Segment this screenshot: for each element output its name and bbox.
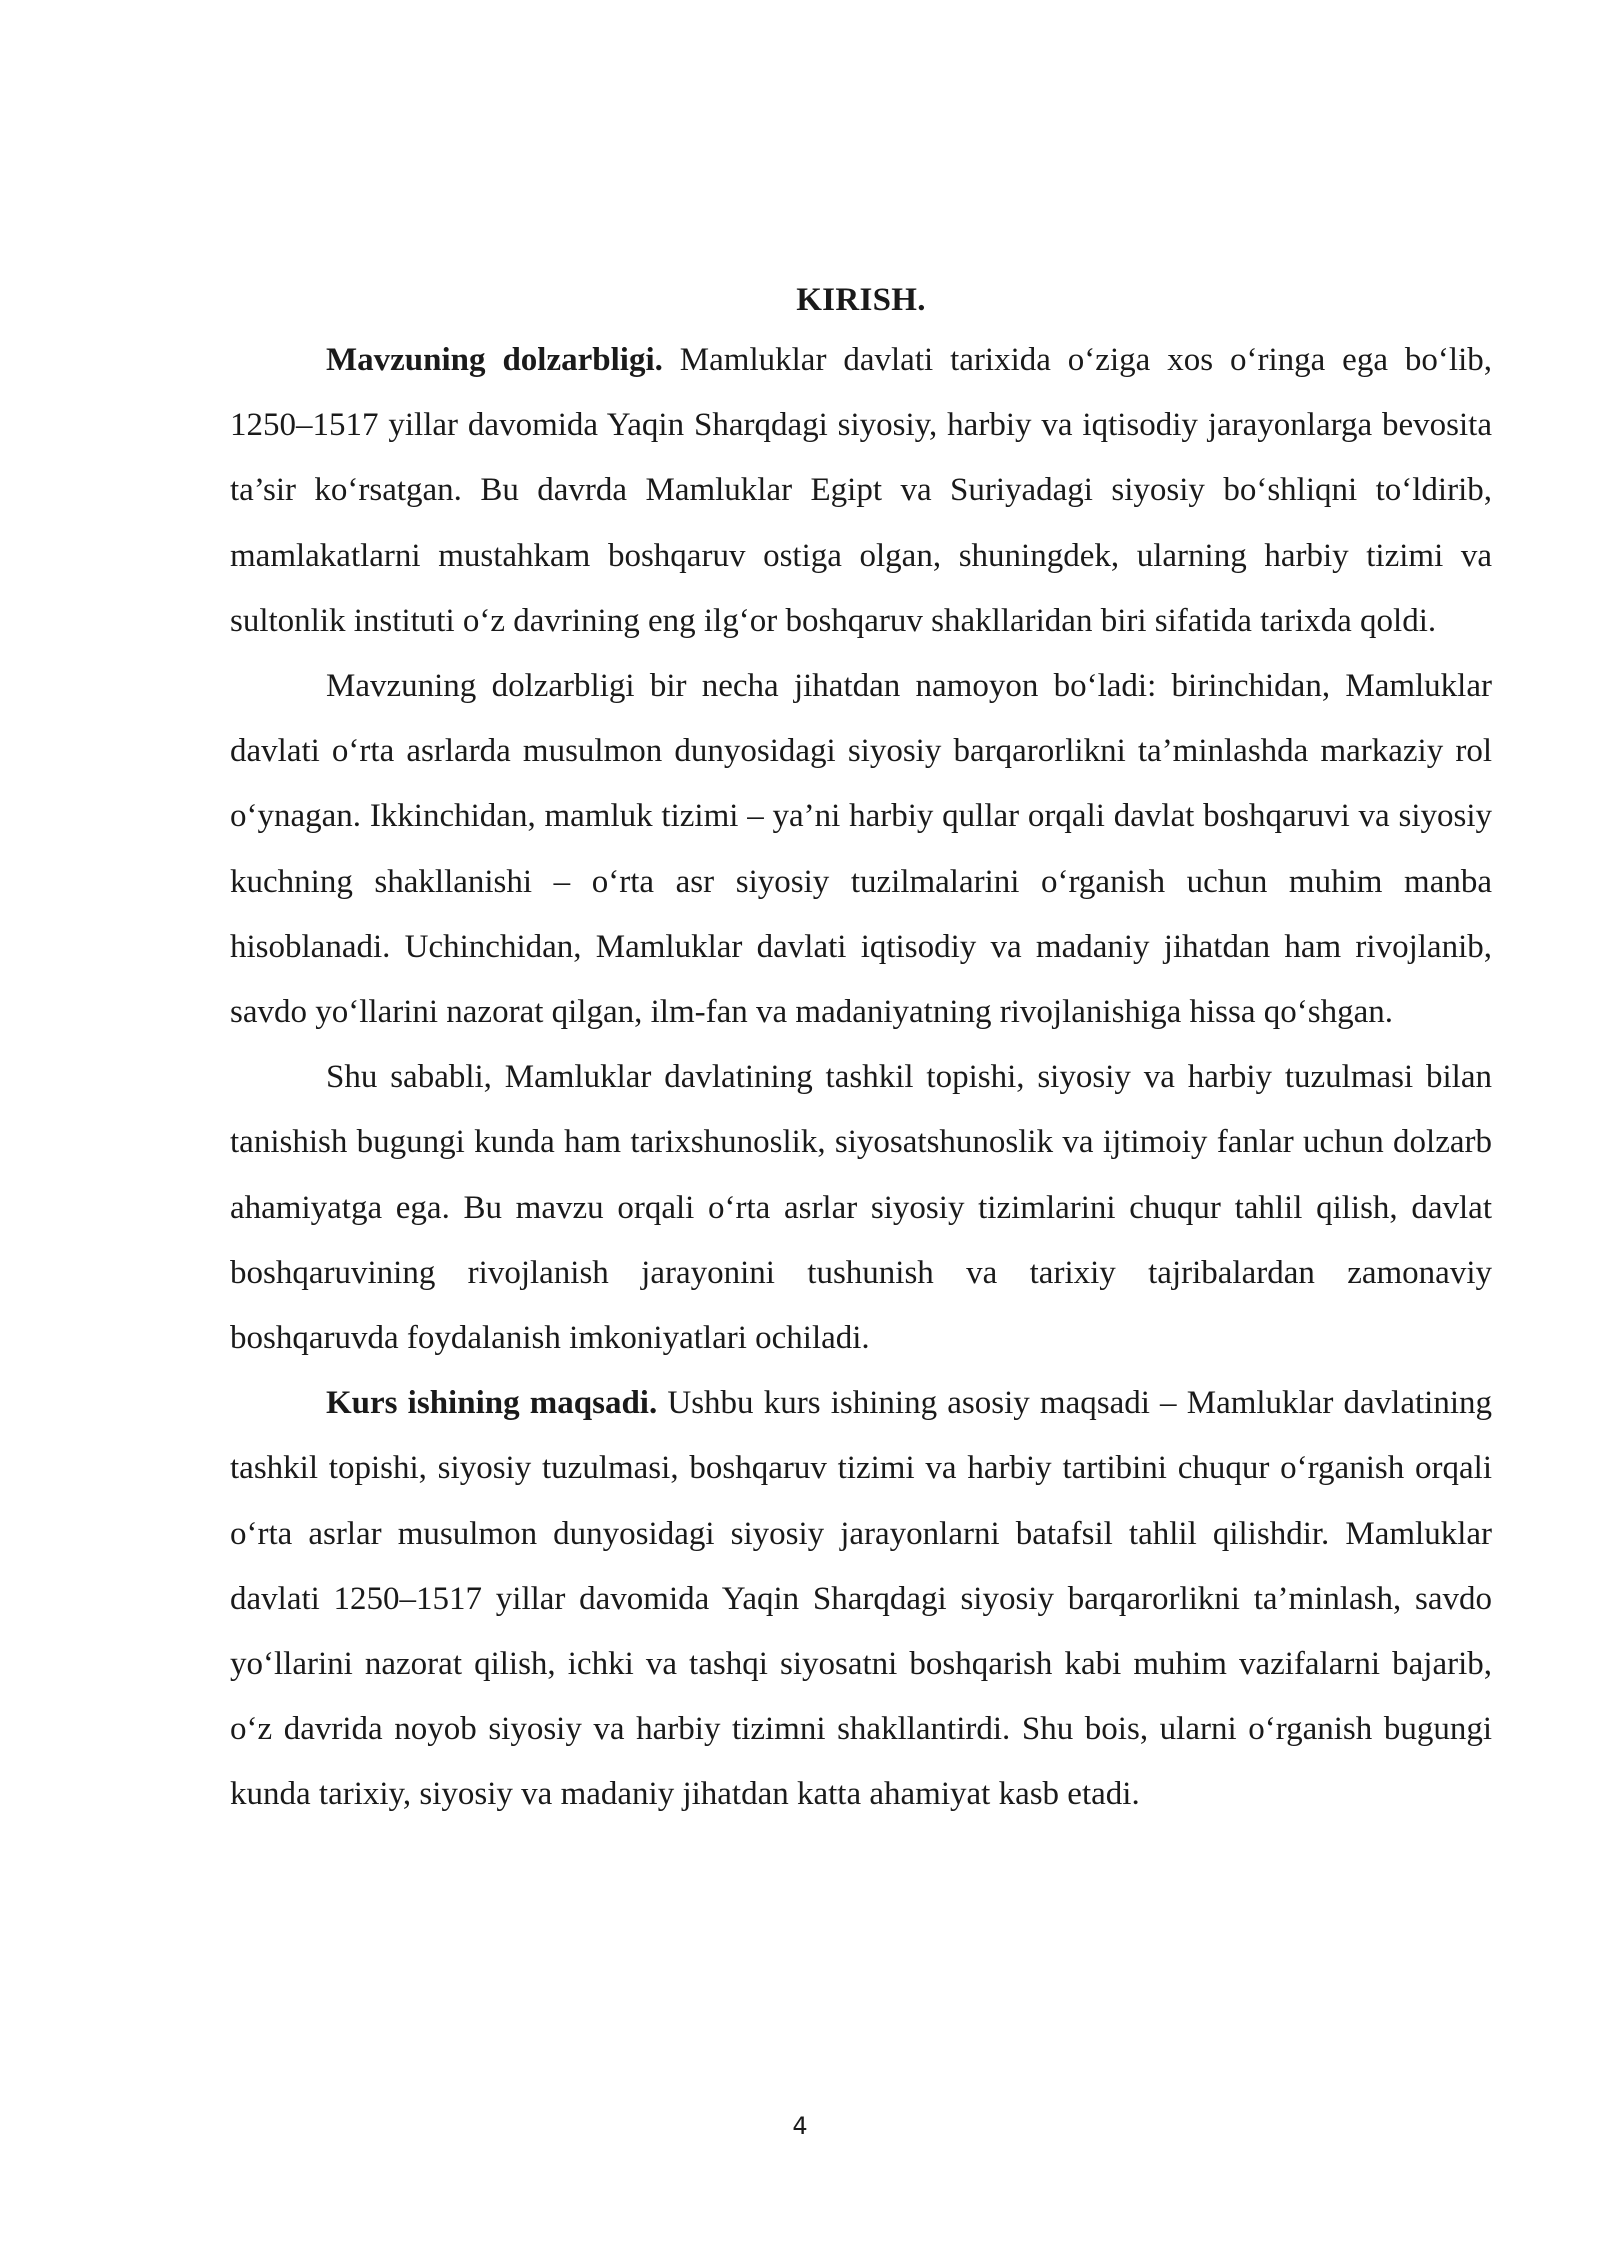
paragraph-text: Mamluklar davlati tarixida o‘ziga xos o‘ringa ega bo‘lib, 1250–1517 yillar davomida Yaqin Sharqdagi siyosiy, harbiy va iqtisodiy jarayonlarga bevosita ta’sir ko‘rsatgan. Bu davrda Mamluklar Egipt va Suriyadagi siyosiy bo‘shliqni to‘ldirib, mamlakatlarni mustahkam boshqaruv ostiga olgan, shuningdek, ularning harbiy tizimi va sultonlik instituti o‘z davrining eng ilg‘or boshqaruv shakllaridan biri sifatida tarixda qoldi. <box>230 342 1492 639</box>
paragraph-relevance <box>230 328 1492 654</box>
paragraph-heading: Mavzuning dolzarbligi. <box>326 342 663 378</box>
paragraph-aspects <box>230 654 1492 1045</box>
paragraph-text: Shu sababli, Mamluklar davlatining tashkil topishi, siyosiy va harbiy tuzulmasi bilan tanishish bugungi kunda ham tarixshunoslik, siyosatshunoslik va ijtimoiy fanlar uchun dolzarb ahamiyatga ega. Bu mavzu orqali o‘rta asrlar siyosiy tizimlarini chuqur tahlil qilish, davlat boshqaruvining rivojlanish jarayonini tushunish va tarixiy tajribalardan zamonaviy boshqaruvda foydalanish imkoniyatlari ochiladi. <box>230 1059 1492 1357</box>
paragraph-heading: Kurs ishining maqsadi. <box>326 1385 658 1422</box>
page-number: 4 <box>792 2112 808 2140</box>
paragraph-text: Mavzuning dolzarbligi bir necha jihatdan namoyon bo‘ladi: birinchidan, Mamluklar davlati o‘rta asrlarda musulmon dunyosidagi siyosiy barqarorlikni ta’minlashda markaziy rol o‘ynagan. Ikkinchidan, mamluk tizimi – ya’ni harbiy qullar orqali davlat boshqaruvi va siyosiy kuchning shakllanishi – o‘rta asr siyosiy tuzilmalarini o‘rganish uchun muhim manba hisoblanadi. Uchinchidan, Mamluklar davlati iqtisodiy va madaniy jihatdan ham rivojlanib, savdo yo‘llarini nazorat qilgan, ilm-fan va madaniyatning rivojlanishiga hissa qo‘shgan. <box>230 668 1492 1031</box>
document-page <box>230 282 1492 1828</box>
paragraph-text: Ushbu kurs ishining asosiy maqsadi – Mamluklar davlatining tashkil topishi, siyosiy tuzulmasi, boshqaruv tizimi va harbiy tartibini chuqur o‘rganish orqali o‘rta asrlar musulmon dunyosidagi siyosiy jarayonlarni batafsil tahlil qilishdir. Mamluklar davlati 1250–1517 yillar davomida Yaqin Sharqdagi siyosiy barqarorlikni ta’minlash, savdo yo‘llarini nazorat qilish, ichki va tashqi siyosatni boshqarish kabi muhim vazifalarni bajarib, o‘z davrida noyob siyosiy va harbiy tizimni shakllantirdi. Shu bois, ularni o‘rganish bugungi kunda tarixiy, siyosiy va madaniy jihatdan katta ahamiyat kasb etadi. <box>230 1385 1492 1813</box>
paragraph-significance <box>230 1045 1492 1371</box>
paragraph-goal <box>230 1371 1492 1827</box>
section-title: KIRISH. <box>796 282 926 318</box>
